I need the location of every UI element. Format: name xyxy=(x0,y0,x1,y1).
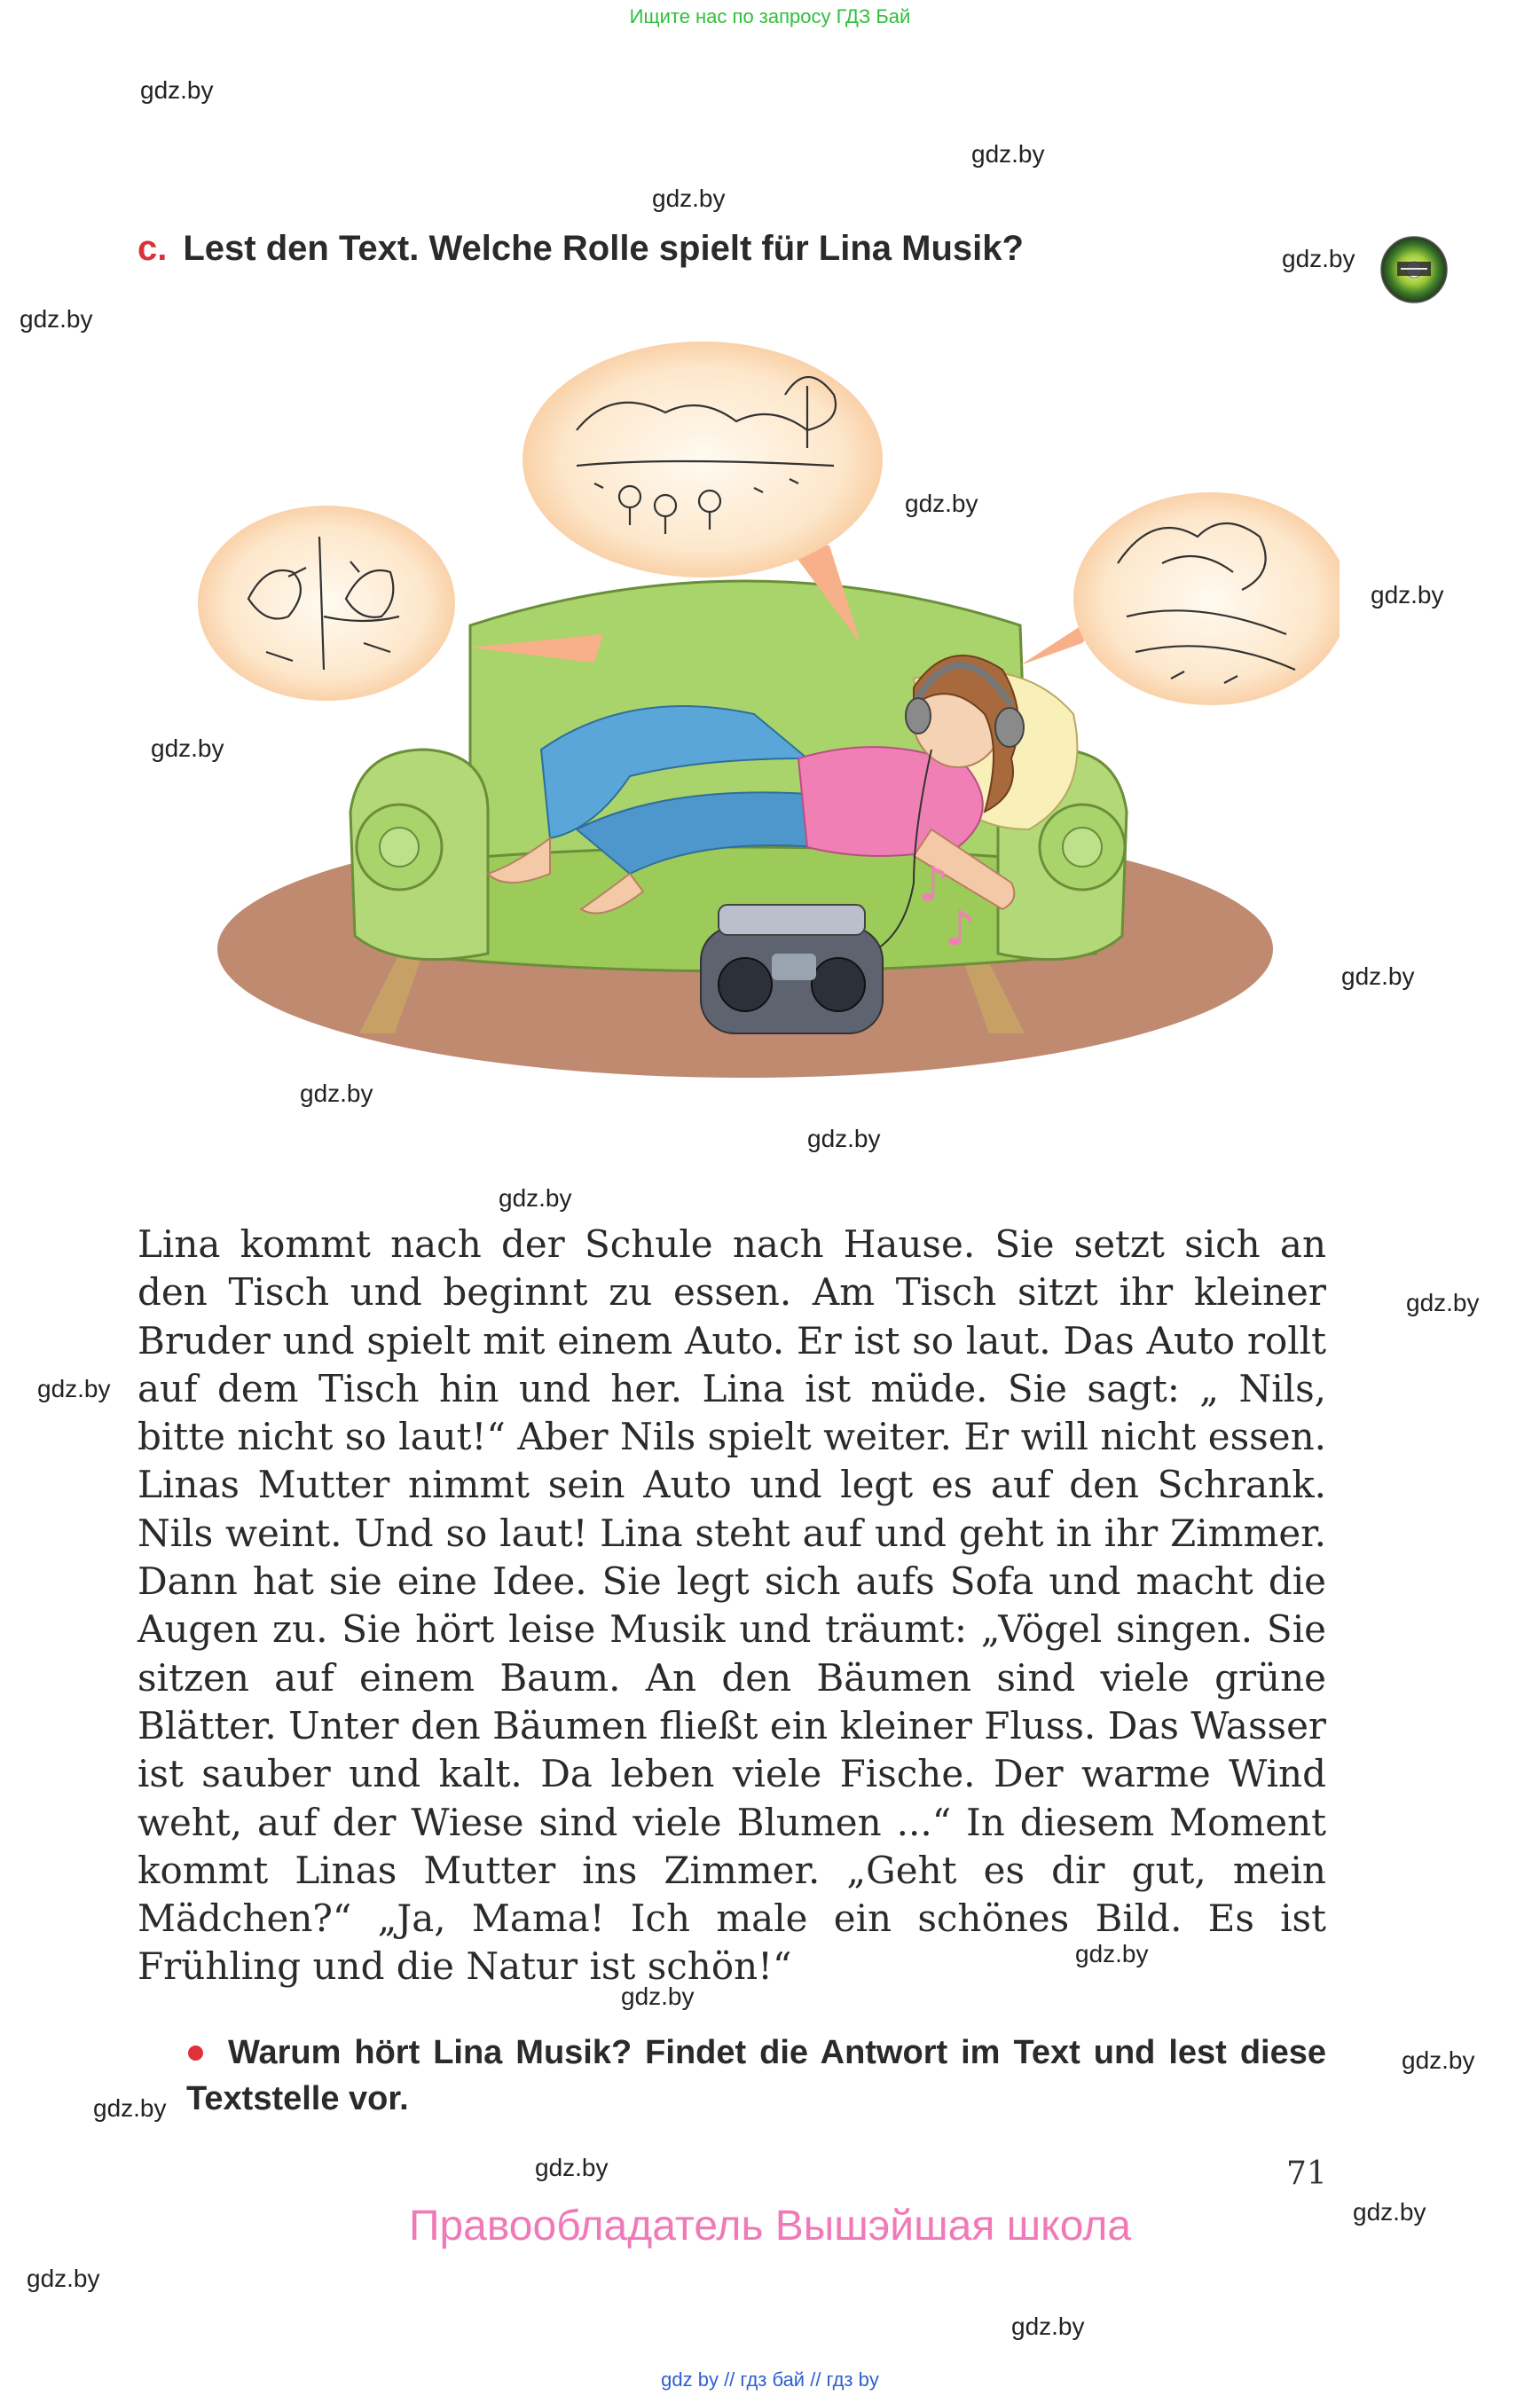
watermark: gdz.by xyxy=(535,2154,609,2181)
cd-audio-icon[interactable] xyxy=(1379,235,1449,304)
watermark: gdz.by xyxy=(20,305,93,333)
watermark: gdz.by xyxy=(971,140,1045,168)
watermark: gdz.by xyxy=(905,490,978,517)
watermark: gdz.by xyxy=(300,1080,373,1107)
page-number: 71 xyxy=(1286,2156,1327,2192)
copyright-notice: Правообладатель Вышэйшая школа xyxy=(408,2203,1132,2250)
watermark: gdz.by xyxy=(140,76,214,104)
svg-text:♪: ♪ xyxy=(918,856,949,912)
girl-on-sofa-dreaming-illustration xyxy=(133,333,1340,1109)
watermark: gdz.by xyxy=(27,2265,100,2292)
svg-text:♪: ♪ xyxy=(945,900,976,956)
watermark: gdz.by xyxy=(37,1375,111,1402)
watermark: gdz.by xyxy=(151,734,224,762)
watermark: gdz.by xyxy=(1406,1289,1480,1316)
watermark: gdz.by xyxy=(1075,1940,1149,1967)
reading-text: Lina kommt nach der Schule nach Hause. Sie setzt sich an den Tisch und beginnt zu essen. Am Tisch sitzt ihr kleiner Bruder und spielt mit einem Auto. Er ist so laut. Das Auto rollt auf dem Tisch hin und her. Lina ist müde. Sie sagt: „ Nils, bitte nicht so laut!“ Aber Nils spielt weiter. Er will nicht essen. Linas Mutter nimmt sein Auto und legt es auf den Schrank. Nils weint. Und so laut! Lina steht auf und geht in ihr Zimmer. Dann hat sie eine Idee. Sie legt sich aufs Sofa und macht die Augen zu. Sie hört leise Musik und träumt: „Vögel singen. Sie sitzen auf einem Baum. An den Bäumen sind viele grüne Blätter. Unter den Bäumen fließt ein kleiner Fluss. Das Wasser ist sauber und kalt. Da leben viele Fische. Der warme Wind weht, auf der Wiese sind viele Blumen ...“ In diesem Moment kommt Linas Mutter ins Zimmer. „Geht es dir gut, mein Mädchen?“ „Ja, Mama! Ich male ein schönes Bild. Es ist Frühling und die Natur ist schön!“ xyxy=(138,1222,1326,1989)
watermark: gdz.by xyxy=(652,185,726,212)
exercise-title: Lest den Text. Welche Rolle spielt für Lina Musik? xyxy=(183,229,1024,268)
exercise-letter: c. xyxy=(138,229,168,268)
watermark: gdz.by xyxy=(1341,962,1415,990)
watermark: gdz.by xyxy=(499,1184,572,1212)
watermark: gdz.by xyxy=(1371,581,1444,609)
watermark: gdz.by xyxy=(1353,2198,1426,2226)
exercise-heading xyxy=(138,229,1024,269)
watermark: gdz.by xyxy=(807,1125,881,1152)
watermark: gdz.by xyxy=(1402,2046,1475,2074)
watermark: gdz.by xyxy=(1282,245,1355,272)
watermark: gdz.by xyxy=(93,2094,167,2122)
task-question: Warum hört Lina Musik? Findet die Antwort im Text und lest diese Textstelle vor. xyxy=(186,2034,1326,2117)
watermark: gdz.by xyxy=(621,1983,695,2010)
bottom-links[interactable]: gdz by // гдз бай // гдз by xyxy=(661,2368,879,2391)
top-banner[interactable]: Ищите нас по запросу ГДЗ Бай xyxy=(629,5,911,27)
watermark: gdz.by xyxy=(1011,2313,1085,2340)
